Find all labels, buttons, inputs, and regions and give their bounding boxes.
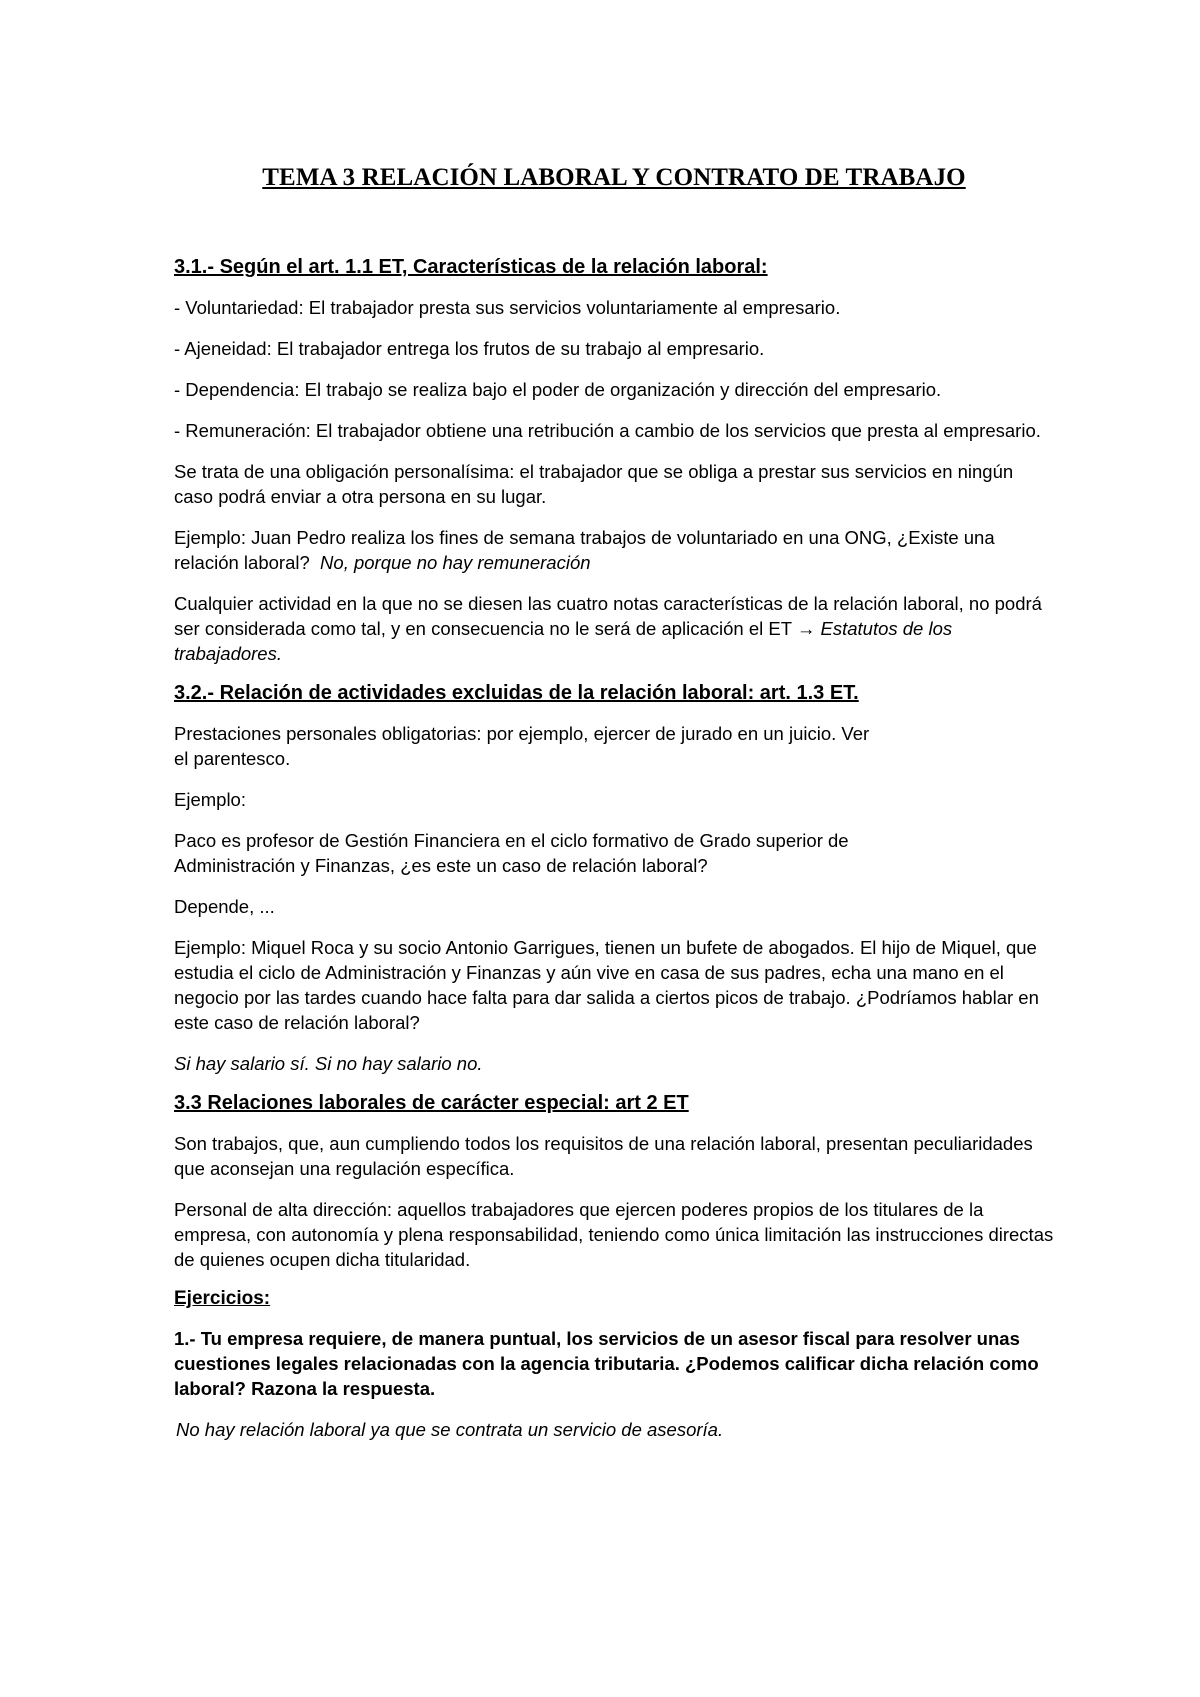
document-title: TEMA 3 RELACIÓN LABORAL Y CONTRATO DE TRABAJO <box>262 164 966 191</box>
example-miquel-roca: Ejemplo: Miquel Roca y su socio Antonio Garrigues, tienen un bufete de abogados. El hijo de Miquel, que estudia el ciclo de Administración y Finanzas y aún vive en casa de sus padres, echa una mano en el negocio por las tardes cuando hace falta para dar salida a ciertos picos de trabajo. ¿Podríamos hablar en este caso de relación laboral? <box>174 937 1039 1033</box>
example-label: Ejemplo: <box>174 789 246 810</box>
prestaciones-paragraph <box>174 721 934 771</box>
conclusion-paragraph <box>174 591 1054 666</box>
conclusion-text: Cualquier actividad en la que no se diesen las cuatro notas características de la relación laboral, no podrá ser considerada como tal, y en consecuencia no le será de aplicación el ET → <box>174 593 1042 639</box>
prestaciones-line-1: Prestaciones personales obligatorias: por ejemplo, ejercer de jurado en un juicio. Ver <box>174 723 870 744</box>
item-ajeneidad: - Ajeneidad: El trabajador entrega los frutos de su trabajo al empresario. <box>174 338 765 359</box>
conclusion-italic: Estatutos de los trabajadores. <box>174 618 953 664</box>
special-relations-paragraph: Son trabajos, que, aun cumpliendo todos los requisitos de una relación laboral, presentan peculiaridades que aconsejan una regulación específica. <box>174 1133 1033 1179</box>
section-3-heading: 3.3 Relaciones laborales de carácter especial: art 2 ET <box>174 1092 689 1114</box>
item-voluntariedad: - Voluntariedad: El trabajador presta sus servicios voluntariamente al empresario. <box>174 297 841 318</box>
example-juan-pedro-answer: No, porque no hay remuneración <box>320 552 591 573</box>
item-dependencia: - Dependencia: El trabajo se realiza bajo el poder de organización y dirección del empresario. <box>174 379 942 400</box>
alta-direccion-paragraph: Personal de alta dirección: aquellos trabajadores que ejercen poderes propios de los titulares de la empresa, con autonomía y plena responsabilidad, teniendo como única limitación las instrucciones directas de quienes ocupen dicha titularidad. <box>174 1199 1054 1270</box>
document-page <box>174 150 1054 1442</box>
exercises-heading: Ejercicios: <box>174 1288 271 1309</box>
exercise-1-answer: No hay relación laboral ya que se contrata un servicio de asesoría. <box>176 1419 724 1440</box>
example-juan-pedro-text: Ejemplo: Juan Pedro realiza los fines de semana trabajos de voluntariado en una ONG, ¿Existe una relación laboral? <box>174 527 995 573</box>
exercise-1-question: 1.- Tu empresa requiere, de manera puntual, los servicios de un asesor fiscal para resolver unas cuestiones legales relacionadas con la agencia tributaria. ¿Podemos calificar dicha relación como laboral? Razona la respuesta. <box>174 1328 1039 1399</box>
example-juan-pedro <box>174 525 1054 575</box>
depends-text: Depende, ... <box>174 896 275 917</box>
section-1-heading: 3.1.- Según el art. 1.1 ET, Características de la relación laboral: <box>174 256 768 278</box>
section-2-heading: 3.2.- Relación de actividades excluidas de la relación laboral: art. 1.3 ET. <box>174 682 859 704</box>
personal-obligation-paragraph: Se trata de una obligación personalísima: el trabajador que se obliga a prestar sus servicios en ningún caso podrá enviar a otra persona en su lugar. <box>174 461 1014 507</box>
prestaciones-line-2: el parentesco. <box>174 748 291 769</box>
example-paco: Paco es profesor de Gestión Financiera en el ciclo formativo de Grado superior de Administración y Finanzas, ¿es este un caso de relación laboral? <box>174 830 849 876</box>
item-remuneracion: - Remuneración: El trabajador obtiene una retribución a cambio de los servicios que presta al empresario. <box>174 420 1041 441</box>
salary-answer: Si hay salario sí. Si no hay salario no. <box>174 1053 483 1074</box>
